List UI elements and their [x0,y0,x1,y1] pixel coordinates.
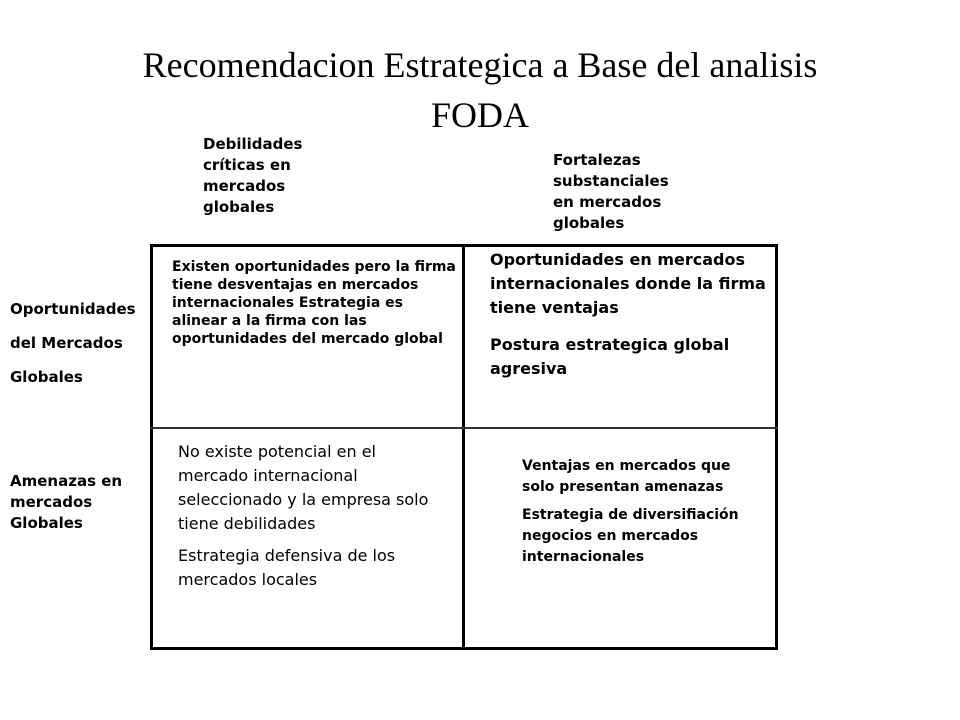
cell-threats-strengths-text: Ventajas en mercados que solo presentan amenazas [522,458,731,495]
row-header-threats: Amenazas en mercados Globales [10,472,123,532]
cell-opportunities-strengths-strategy: Postura estrategica global agresiva [490,335,730,378]
column-header-strengths: Fortalezas substanciales en mercados globales [553,151,669,232]
cell-threats-weaknesses-text: No existe potencial en el mercado internacional seleccionado y la empresa solo tiene debilidades [178,442,429,533]
cell-threats-strengths [522,456,762,568]
cell-opportunities-weaknesses-text: Existen oportunidades pero la firma tiene desventajas en mercados internacionales Estrategia es alinear a la firma con las oportunidades del mercado global [172,259,456,347]
cell-threats-weaknesses-strategy: Estrategia defensiva de los mercados locales [178,546,396,589]
cell-opportunities-strengths [490,248,770,381]
row-header-opportunities: Oportunidades del Mercados Globales [10,300,136,386]
cell-opportunities-strengths-text: Oportunidades en mercados internacionales donde la firma tiene ventajas [490,250,766,317]
matrix-vertical-divider [462,244,465,650]
matrix-horizontal-divider [150,427,778,429]
column-header-weaknesses: Debilidades críticas en mercados globales [203,135,303,216]
cell-opportunities-weaknesses [172,258,457,348]
cell-threats-strengths-strategy: Estrategia de diversifiación negocios en mercados internacionales [522,507,739,565]
cell-threats-weaknesses [178,440,448,592]
slide-title-line-2: FODA [430,95,529,135]
slide-title [0,40,960,140]
slide-title-line-1: Recomendacion Estrategica a Base del analisis [142,45,818,85]
